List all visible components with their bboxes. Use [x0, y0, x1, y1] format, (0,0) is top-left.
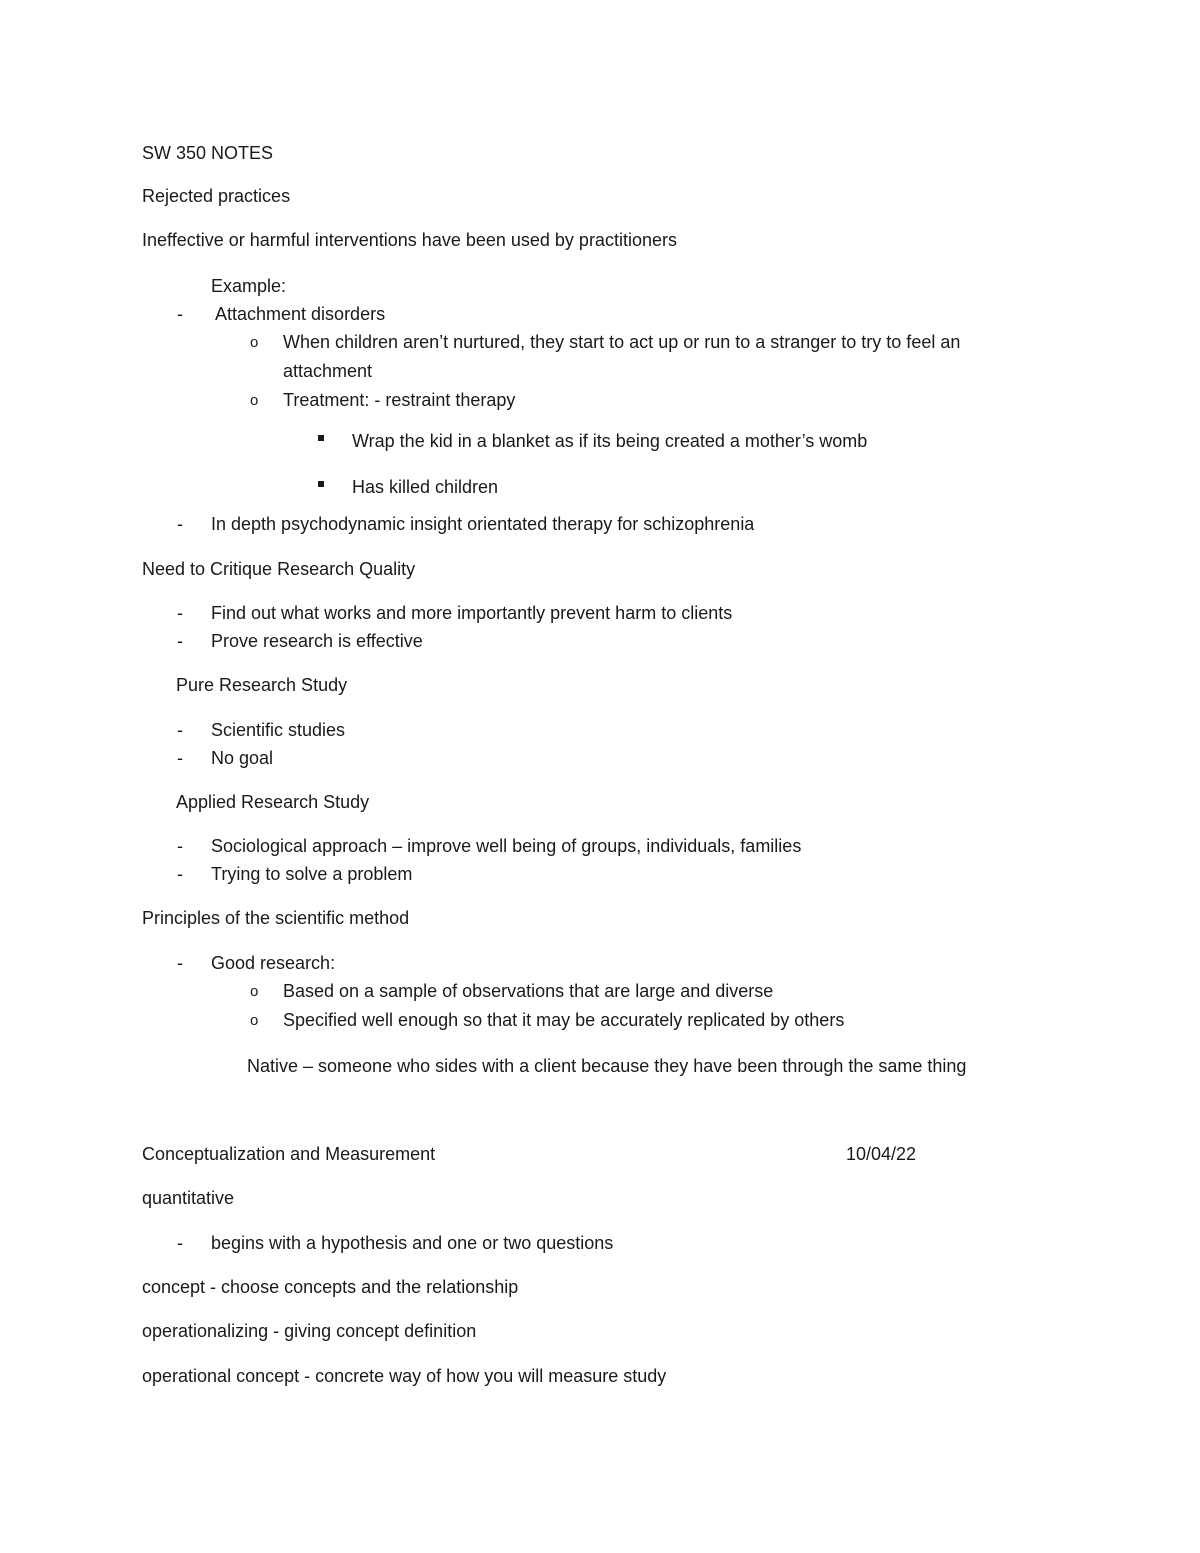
dash-bullet: - [177, 1233, 183, 1253]
circle-bullet: o [250, 334, 259, 351]
dash-bullet: - [177, 514, 183, 534]
operationalizing-definition: operationalizing - giving concept definition [142, 1321, 477, 1341]
dash-bullet: - [177, 953, 183, 973]
list-item-good-research: Good research: [211, 953, 336, 973]
date-label: 10/04/22 [846, 1144, 917, 1164]
dash-bullet: - [177, 603, 183, 623]
list-item: No goal [211, 748, 274, 768]
treatment-detail-1: Wrap the kid in a blanket as if its being created a mother’s womb [352, 431, 868, 451]
list-item: Find out what works and more importantly prevent harm to clients [211, 603, 733, 623]
dash-bullet: - [177, 748, 183, 768]
square-bullet-icon [318, 435, 324, 441]
rejected-intro: Ineffective or harmful interventions have been used by practitioners [142, 230, 677, 250]
list-item: begins with a hypothesis and one or two questions [211, 1233, 614, 1253]
square-bullet-icon [318, 481, 324, 487]
example-label: Example: [211, 276, 287, 296]
dash-bullet: - [177, 836, 183, 856]
list-item: Scientific studies [211, 720, 346, 740]
list-item-psychodynamic: In depth psychodynamic insight orientated therapy for schizophrenia [211, 514, 755, 534]
list-item: Sociological approach – improve well being of groups, individuals, families [211, 836, 802, 856]
dash-bullet: - [177, 720, 183, 740]
principles-heading: Principles of the scientific method [142, 908, 410, 928]
treatment-item: Treatment: - restraint therapy [283, 390, 516, 410]
rejected-heading: Rejected practices [142, 186, 291, 206]
concept-definition: concept - choose concepts and the relationship [142, 1277, 519, 1297]
applied-research-heading: Applied Research Study [176, 792, 370, 812]
list-item: Prove research is effective [211, 631, 423, 651]
pure-research-heading: Pure Research Study [176, 675, 348, 695]
dash-bullet: - [177, 304, 183, 324]
concept-heading: Conceptualization and Measurement [142, 1144, 436, 1164]
attachment-detail-line1: When children aren’t nurtured, they start to act up or run to a stranger to try to feel an [283, 332, 961, 352]
attachment-detail-line2: attachment [283, 361, 373, 381]
list-item: Specified well enough so that it may be accurately replicated by others [283, 1010, 845, 1030]
dash-bullet: - [177, 631, 183, 651]
quantitative-label: quantitative [142, 1188, 235, 1208]
native-definition: Native – someone who sides with a client because they have been through the same thing [247, 1056, 967, 1076]
operational-concept-definition: operational concept - concrete way of how you will measure study [142, 1366, 667, 1386]
dash-bullet: - [177, 864, 183, 884]
critique-heading: Need to Critique Research Quality [142, 559, 416, 579]
list-item: Trying to solve a problem [211, 864, 413, 884]
circle-bullet: o [250, 1012, 259, 1029]
circle-bullet: o [250, 983, 259, 1000]
list-item-attachment: Attachment disorders [215, 304, 386, 324]
circle-bullet: o [250, 392, 259, 409]
treatment-detail-2: Has killed children [352, 477, 499, 497]
list-item: Based on a sample of observations that are large and diverse [283, 981, 774, 1001]
document-title: SW 350 NOTES [142, 143, 274, 163]
